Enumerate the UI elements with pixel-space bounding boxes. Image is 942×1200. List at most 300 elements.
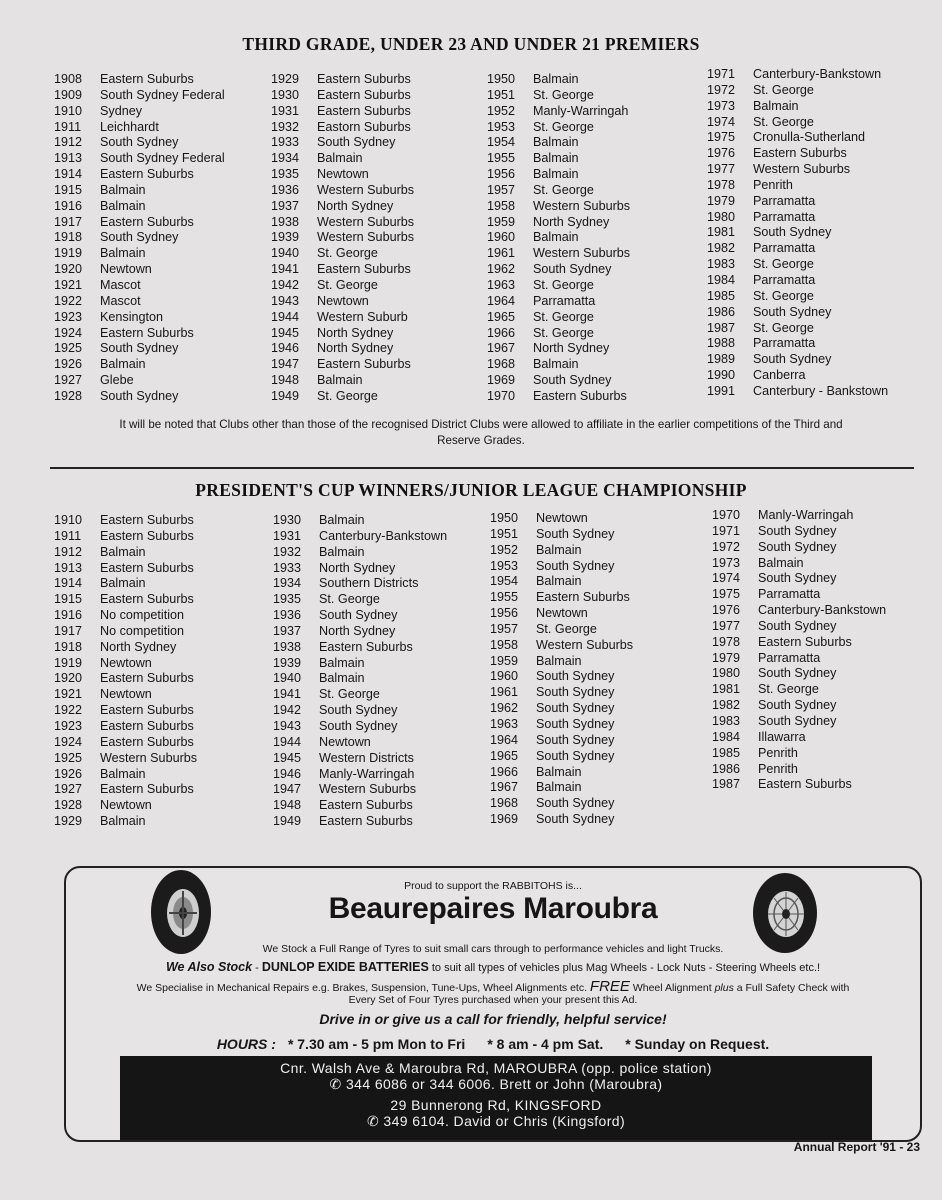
list-item — [54, 389, 225, 405]
year: 1973 — [712, 555, 741, 570]
list-item — [273, 608, 447, 624]
ad-line2-sep: - — [252, 962, 262, 974]
list-item — [273, 624, 447, 640]
club-name: Balmain — [536, 574, 582, 589]
year: 1918 — [54, 230, 83, 245]
list-item — [487, 326, 630, 342]
list-item — [707, 210, 888, 226]
year: 1936 — [271, 182, 300, 197]
ad-also-stock: We Also Stock — [165, 960, 253, 974]
list-item — [712, 666, 886, 682]
list-item — [54, 608, 197, 624]
club-name: Eastern Suburbs — [319, 814, 413, 829]
club-name: South Sydney — [758, 571, 837, 586]
list-item — [54, 135, 225, 151]
list-item — [490, 701, 633, 717]
list-item — [271, 262, 414, 278]
year: 1926 — [54, 357, 83, 372]
list-item — [712, 635, 886, 651]
club-name: Eastern Suburbs — [100, 325, 194, 340]
year: 1941 — [271, 262, 300, 277]
club-name: St. George — [753, 257, 814, 272]
club-name: St. George — [533, 325, 594, 340]
year: 1947 — [273, 782, 302, 797]
club-name: Eastern Suburbs — [317, 72, 411, 86]
list-item — [54, 656, 197, 672]
year: 1953 — [487, 119, 516, 134]
list-item — [271, 310, 414, 326]
club-name: South Sydney — [319, 718, 398, 733]
club-name: Western Suburbs — [536, 637, 634, 652]
club-name: Parramatta — [758, 587, 821, 602]
year: 1938 — [273, 639, 302, 654]
club-name: South Sydney — [536, 732, 615, 747]
club-name: Western Suburbs — [533, 246, 631, 261]
club-name: Eastorn Suburbs — [317, 119, 411, 134]
club-name: Balmain — [100, 357, 146, 372]
list-item — [712, 603, 886, 619]
list-item — [54, 671, 197, 687]
list-item — [273, 561, 447, 577]
list-item — [490, 559, 633, 575]
list-item — [54, 294, 225, 310]
year: 1943 — [273, 718, 302, 733]
year: 1927 — [54, 373, 83, 388]
list-item — [273, 782, 447, 798]
list-item — [54, 199, 225, 215]
year: 1912 — [54, 544, 83, 559]
year: 1909 — [54, 87, 83, 102]
list-item — [271, 326, 414, 342]
list-item — [273, 529, 447, 545]
year: 1981 — [712, 682, 741, 697]
ad-line2-rest: to suit all types of vehicles plus Mag Wheels - Lock Nuts - Steering Wheels etc.! — [428, 962, 821, 974]
club-name: South Sydney — [100, 230, 179, 245]
list-item — [271, 278, 414, 294]
list-item — [54, 262, 225, 278]
club-name: South Sydney — [758, 539, 837, 554]
list-item — [490, 590, 633, 606]
year: 1947 — [271, 357, 300, 372]
club-name: South Sydney — [100, 388, 179, 403]
list-item — [271, 104, 414, 120]
year: 1985 — [712, 745, 741, 760]
year: 1926 — [54, 766, 83, 781]
year: 1948 — [271, 373, 300, 388]
club-name: South Sydney — [758, 698, 837, 713]
ad-hours — [66, 1036, 920, 1052]
list-item — [712, 762, 886, 778]
list-item — [273, 671, 447, 687]
list-item — [54, 215, 225, 231]
club-name: St. George — [533, 87, 594, 102]
year: 1970 — [487, 388, 516, 403]
list-item — [271, 215, 414, 231]
year: 1915 — [54, 182, 83, 197]
club-name: Newtown — [100, 655, 152, 670]
year: 1921 — [54, 687, 83, 702]
year: 1989 — [707, 352, 736, 367]
club-name: No competition — [100, 608, 184, 623]
list-item — [273, 814, 447, 830]
year: 1975 — [712, 587, 741, 602]
year: 1945 — [271, 325, 300, 340]
list-item — [712, 524, 886, 540]
year: 1954 — [487, 135, 516, 150]
club-name: Balmain — [100, 182, 146, 197]
list-item — [487, 88, 630, 104]
club-name: St. George — [317, 388, 378, 403]
club-name: South Sydney — [758, 523, 837, 538]
list-item — [271, 246, 414, 262]
club-name: Western Suburbs — [317, 182, 415, 197]
list-item — [712, 571, 886, 587]
list-item — [712, 508, 886, 524]
club-name: South Sydney — [758, 666, 837, 681]
ad-line3-c: a Full Safety Check with — [733, 982, 850, 994]
list-item — [273, 513, 447, 529]
list-item — [54, 373, 225, 389]
year: 1910 — [54, 103, 83, 118]
club-name: Newtown — [100, 262, 152, 277]
year: 1941 — [273, 687, 302, 702]
club-name: Eastern Suburbs — [317, 357, 411, 372]
presidents-cup-col-3 — [490, 511, 633, 828]
ad-line-repairs — [66, 978, 920, 995]
club-name: St. George — [317, 246, 378, 261]
list-item — [707, 83, 888, 99]
list-item — [487, 294, 630, 310]
year: 1922 — [54, 293, 83, 308]
list-item — [54, 545, 197, 561]
year: 1946 — [271, 341, 300, 356]
presidents-cup-col-2 — [273, 513, 447, 830]
club-name: North Sydney — [317, 325, 394, 340]
club-name: No competition — [100, 623, 184, 638]
club-name: St. George — [536, 621, 597, 636]
year: 1911 — [54, 528, 82, 543]
year: 1981 — [707, 225, 736, 240]
list-item — [487, 341, 630, 357]
year: 1958 — [490, 637, 519, 652]
club-name: South Sydney — [753, 304, 832, 319]
year: 1936 — [273, 608, 302, 623]
list-item — [54, 751, 197, 767]
list-item — [490, 780, 633, 796]
club-name: Balmain — [100, 814, 146, 829]
club-name: Balmain — [319, 655, 365, 670]
year: 1935 — [271, 167, 300, 182]
year: 1918 — [54, 639, 83, 654]
club-name: Balmain — [533, 230, 579, 245]
year: 1983 — [712, 713, 741, 728]
club-name: Eastern Suburbs — [100, 592, 194, 607]
year: 1956 — [487, 167, 516, 182]
year: 1959 — [490, 653, 519, 668]
list-item — [707, 384, 888, 400]
list-item — [54, 72, 225, 88]
club-name: Balmain — [100, 766, 146, 781]
club-name: Eastern Suburbs — [533, 388, 627, 403]
club-name: Eastern Suburbs — [319, 639, 413, 654]
list-item — [707, 115, 888, 131]
club-name: Southern Districts — [319, 576, 419, 591]
list-item — [271, 167, 414, 183]
page-footer: Annual Report '91 - 23 — [793, 1140, 920, 1154]
club-name: Canberra — [753, 368, 806, 383]
club-name: Newtown — [317, 293, 369, 308]
year: 1919 — [54, 655, 83, 670]
list-item — [54, 246, 225, 262]
year: 1945 — [273, 750, 302, 765]
year: 1931 — [273, 528, 302, 543]
list-item — [273, 545, 447, 561]
year: 1951 — [490, 526, 519, 541]
year: 1930 — [271, 87, 300, 102]
year: 1968 — [490, 796, 519, 811]
list-item — [54, 513, 197, 529]
year: 1975 — [707, 130, 736, 145]
club-name: Balmain — [100, 246, 146, 261]
club-name: Eastern Suburbs — [758, 634, 852, 649]
ad-line3-b: Wheel Alignment — [629, 982, 715, 994]
year: 1972 — [712, 539, 741, 554]
year: 1977 — [707, 162, 736, 177]
club-name: Manly-Warringah — [319, 766, 415, 781]
club-name: Balmain — [100, 544, 146, 559]
list-item — [490, 812, 633, 828]
third-grade-col-1 — [54, 72, 225, 405]
ad-brand: Beaurepaires Maroubra — [328, 892, 658, 925]
ad-hours-saturday: * 8 am - 4 pm Sat. — [487, 1036, 604, 1052]
club-name: Eastern Suburbs — [753, 146, 847, 161]
year: 1982 — [712, 698, 741, 713]
list-item — [712, 651, 886, 667]
list-item — [271, 72, 414, 88]
year: 1987 — [712, 777, 741, 792]
year: 1924 — [54, 734, 83, 749]
club-name: Mascot — [100, 277, 141, 292]
club-name: Illawarra — [758, 729, 806, 744]
list-item — [273, 719, 447, 735]
year: 1988 — [707, 336, 736, 351]
year: 1911 — [54, 119, 82, 134]
list-item — [712, 698, 886, 714]
club-name: Balmain — [317, 151, 363, 166]
year: 1974 — [707, 114, 736, 129]
year: 1967 — [487, 341, 516, 356]
ad-hours-sunday: * Sunday on Request. — [625, 1036, 770, 1052]
list-item — [273, 751, 447, 767]
year: 1955 — [487, 151, 516, 166]
year: 1960 — [490, 669, 519, 684]
year: 1969 — [490, 812, 519, 827]
year: 1962 — [490, 701, 519, 716]
club-name: South Sydney — [319, 703, 398, 718]
club-name: Newtown — [100, 687, 152, 702]
list-item — [54, 814, 197, 830]
list-item — [54, 624, 197, 640]
year: 1971 — [712, 523, 741, 538]
list-item — [712, 556, 886, 572]
club-name: Balmain — [319, 544, 365, 559]
list-item — [490, 574, 633, 590]
list-item — [707, 257, 888, 273]
club-name: Balmain — [536, 542, 582, 557]
list-item — [271, 199, 414, 215]
club-name: Sydney — [100, 103, 143, 118]
list-item — [490, 669, 633, 685]
list-item — [273, 703, 447, 719]
club-name: Eastern Suburbs — [100, 703, 194, 718]
list-item — [487, 357, 630, 373]
year: 1939 — [271, 230, 300, 245]
club-name: Western Districts — [319, 750, 414, 765]
club-name: St. George — [533, 182, 594, 197]
year: 1970 — [712, 508, 741, 522]
year: 1948 — [273, 798, 302, 813]
club-name: Balmain — [533, 135, 579, 150]
year: 1957 — [487, 182, 516, 197]
list-item — [271, 135, 414, 151]
year: 1914 — [54, 167, 83, 182]
year: 1923 — [54, 718, 83, 733]
year: 1938 — [271, 214, 300, 229]
club-name: St. George — [753, 82, 814, 97]
year: 1943 — [271, 293, 300, 308]
year: 1960 — [487, 230, 516, 245]
club-name: Eastern Suburbs — [100, 528, 194, 543]
list-item — [707, 194, 888, 210]
year: 1923 — [54, 309, 83, 324]
list-item — [54, 735, 197, 751]
year: 1961 — [487, 246, 516, 261]
list-item — [273, 592, 447, 608]
list-item — [54, 687, 197, 703]
list-item — [273, 798, 447, 814]
club-name: South Sydney — [536, 716, 615, 731]
list-item — [487, 246, 630, 262]
list-item — [271, 373, 414, 389]
ad-plus: plus — [714, 982, 734, 994]
club-name: Balmain — [536, 653, 582, 668]
list-item — [54, 592, 197, 608]
club-name: Balmain — [317, 373, 363, 388]
list-item — [490, 685, 633, 701]
year: 1964 — [487, 293, 516, 308]
club-name: Newtown — [319, 734, 371, 749]
year: 1916 — [54, 198, 83, 213]
club-name: North Sydney — [319, 560, 396, 575]
club-name: South Sydney — [536, 526, 615, 541]
club-name: Eastern Suburbs — [100, 513, 194, 527]
list-item — [271, 341, 414, 357]
year: 1914 — [54, 576, 83, 591]
year: 1939 — [273, 655, 302, 670]
list-item — [707, 225, 888, 241]
year: 1930 — [273, 513, 302, 527]
ad-hours-weekday: * 7.30 am - 5 pm Mon to Fri — [287, 1036, 466, 1052]
club-name: Canterbury-Bankstown — [319, 528, 448, 543]
list-item — [707, 241, 888, 257]
year: 1965 — [490, 748, 519, 763]
club-name: Parramatta — [758, 650, 821, 665]
year: 1966 — [487, 325, 516, 340]
club-name: Eastern Suburbs — [100, 782, 194, 797]
year: 1912 — [54, 135, 83, 150]
club-name: South Sydney — [533, 262, 612, 277]
club-name: Eastern Suburbs — [317, 262, 411, 277]
list-item — [487, 262, 630, 278]
club-name: Canterbury-Bankstown — [758, 603, 887, 618]
list-item — [54, 310, 225, 326]
list-item — [54, 104, 225, 120]
year: 1986 — [707, 304, 736, 319]
club-name: Canterbury - Bankstown — [753, 383, 889, 398]
club-name: Penrith — [758, 745, 798, 760]
list-item — [487, 151, 630, 167]
list-item — [54, 167, 225, 183]
list-item — [271, 120, 414, 136]
club-name: South Sydney — [753, 352, 832, 367]
year: 1949 — [273, 814, 302, 829]
club-name: Western Suburbs — [753, 162, 851, 177]
club-name: Parramatta — [753, 336, 816, 351]
year: 1985 — [707, 288, 736, 303]
club-name: North Sydney — [317, 198, 394, 213]
year: 1937 — [271, 198, 300, 213]
list-item — [54, 782, 197, 798]
club-name: South Sydney — [536, 669, 615, 684]
list-item — [490, 733, 633, 749]
ad-phone-maroubra: ✆ 344 6086 or 344 6006. Brett or John (Maroubra) — [329, 1076, 663, 1092]
year: 1963 — [490, 716, 519, 731]
year: 1978 — [707, 177, 736, 192]
year: 1937 — [273, 623, 302, 638]
club-name: Western Suburbs — [317, 214, 415, 229]
year: 1984 — [707, 272, 736, 287]
year: 1920 — [54, 262, 83, 277]
club-name: St. George — [319, 592, 380, 607]
year: 1973 — [707, 98, 736, 113]
list-item — [487, 135, 630, 151]
year: 1949 — [271, 388, 300, 403]
club-name: Balmain — [533, 151, 579, 166]
club-name: North Sydney — [317, 341, 394, 356]
club-name: Balmain — [533, 167, 579, 182]
year: 1987 — [707, 320, 736, 335]
club-name: Western Suburbs — [533, 198, 631, 213]
list-item — [54, 561, 197, 577]
year: 1965 — [487, 309, 516, 324]
year: 1950 — [490, 511, 519, 525]
year: 1966 — [490, 764, 519, 779]
list-item — [707, 321, 888, 337]
list-item — [273, 656, 447, 672]
club-name: Eastern Suburbs — [100, 167, 194, 182]
year: 1942 — [273, 703, 302, 718]
list-item — [271, 183, 414, 199]
year: 1932 — [271, 119, 300, 134]
club-name: Parramatta — [533, 293, 596, 308]
list-item — [487, 104, 630, 120]
year: 1924 — [54, 325, 83, 340]
list-item — [707, 178, 888, 194]
club-name: Eastern Suburbs — [317, 87, 411, 102]
section-divider — [50, 467, 914, 469]
ad-line-service: Drive in or give us a call for friendly, helpful service! — [319, 1011, 667, 1027]
year: 1920 — [54, 671, 83, 686]
